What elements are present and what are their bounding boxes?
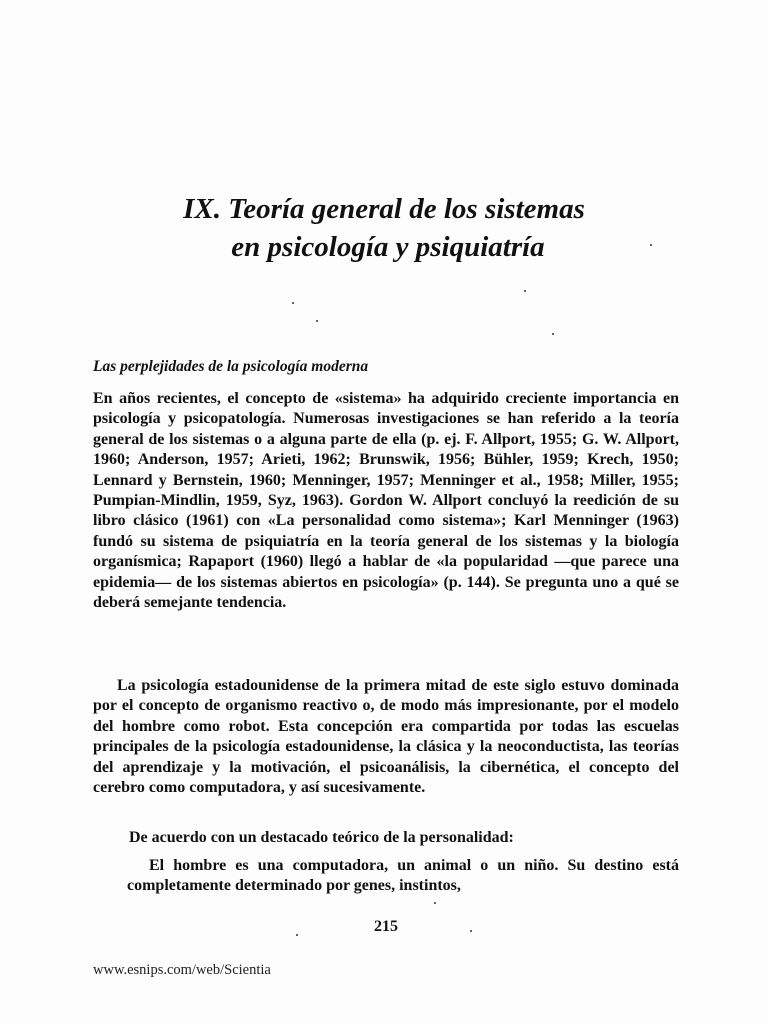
section-heading: Las perplejidades de la psicología moderna	[93, 358, 369, 375]
page-number: 215	[374, 918, 398, 935]
chapter-title-line-2: en psicología y psiquiatría	[231, 231, 545, 263]
scan-speck	[434, 902, 436, 904]
scan-speck	[316, 320, 318, 322]
paragraph-1: En años recientes, el concepto de «sistema» ha adquirido creciente importancia en psicología y psicopatología. Numerosas investigaciones se han referido a la teoría general de los sistemas o a alguna parte de ella (p. ej. F. Allport, 1955; G. W. Allport, 1960; Anderson, 1957; Arieti, 1962; Brunswik, 1956; Bühler, 1959; Krech, 1950; Lennard y Bernstein, 1960; Menninger, 1957; Menninger et al., 1958; Miller, 1955; Pumpian-Mindlin, 1959, Syz, 1963). Gordon W. Allport concluyó la reedición de su libro clásico (1961) con «La personalidad como sistema»; Karl Menninger (1963) fundó su sistema de psiquiatría en la teoría general de los sistemas y la biología organísmica; Rapaport (1960) llegó a hablar de «la popularidad —que parece una epidemia— de los sistemas abiertos en psicología» (p. 144). Se pregunta uno a qué se deberá semejante tendencia.	[93, 390, 679, 612]
scan-speck	[470, 930, 472, 932]
footer-url: www.esnips.com/web/Scientia	[93, 962, 271, 978]
paragraph-3: De acuerdo con un destacado teórico de la personalidad:	[129, 829, 514, 846]
scan-speck	[650, 244, 652, 246]
chapter-title-line-1: IX. Teoría general de los sistemas	[183, 193, 585, 225]
scan-speck	[296, 934, 298, 936]
block-quote: El hombre es una computadora, un animal o un niño. Su destino está completamente determinado por genes, instintos,	[127, 857, 679, 895]
scan-speck	[524, 290, 526, 292]
scan-speck	[292, 302, 294, 304]
chapter-title	[0, 190, 768, 266]
scan-speck	[552, 333, 554, 335]
paragraph-2: La psicología estadounidense de la primera mitad de este siglo estuvo dominada por el concepto de organismo reactivo o, de modo más impresionante, por el modelo del hombre como robot. Esta concepción era compartida por todas las escuelas principales de la psicología estadounidense, la clásica y la neoconductista, las teorías del aprendizaje y la motivación, el psicoanálisis, la cibernética, el concepto del cerebro como computadora, y así sucesivamente.	[93, 677, 679, 797]
